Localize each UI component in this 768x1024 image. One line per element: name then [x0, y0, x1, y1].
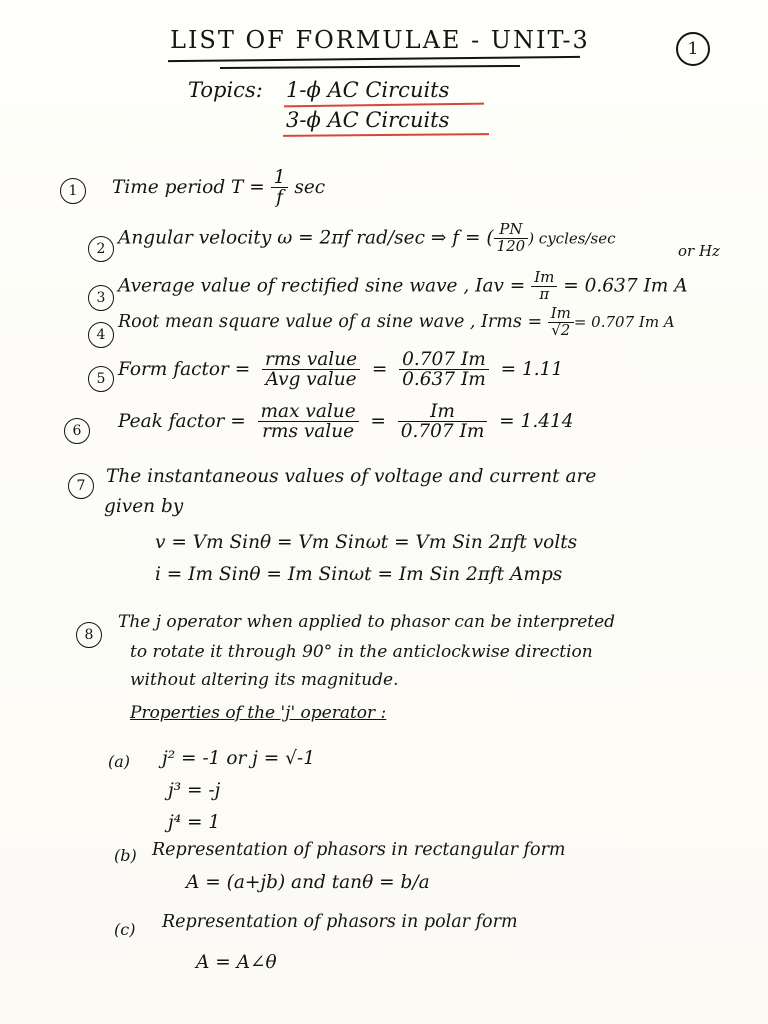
- property-a-label: (a): [108, 752, 131, 771]
- formula-average-value: Average value of rectified sine wave , Iav = $\frac{Im}{\pi}$ = 0.637 Im A: [118, 268, 688, 303]
- topic-1: 1-ϕ AC Circuits: [286, 78, 450, 102]
- j-operator-text: The j operator when applied to phasor can be interpreted: [118, 612, 616, 632]
- item-number: 3: [88, 285, 114, 311]
- property-c-title: Representation of phasors in polar form: [162, 912, 518, 932]
- title-underline: [168, 56, 580, 62]
- item-number: 8: [76, 622, 102, 648]
- property-a-line-2: j³ = -j: [168, 780, 221, 801]
- formula-time-period: Time period T = $\frac{1}{f}$ sec: [112, 167, 326, 209]
- j-operator-text-3: without altering its magnitude.: [130, 670, 399, 690]
- instantaneous-values-text-2: given by: [104, 496, 184, 517]
- property-b-formula: A = (a+jb) and tanθ = b/a: [186, 872, 430, 893]
- topic-2: 3-ϕ AC Circuits: [286, 108, 450, 132]
- item-number: 6: [64, 418, 90, 444]
- topic-2-underline: [283, 133, 489, 137]
- formula-rms-value: Root mean square value of a sine wave , Irms = $\frac{Im}{√2}$ = 0.707 Im A: [118, 304, 675, 339]
- topics-label: Topics:: [188, 78, 263, 102]
- property-b-title: Representation of phasors in rectangular form: [152, 840, 566, 860]
- property-b-label: (b): [114, 846, 137, 865]
- properties-heading: Properties of the 'j' operator :: [130, 703, 387, 723]
- formula-peak-factor: Peak factor = $\frac{\text{max value}}{\text{rms value}}$ = $\frac{Im}{0.707 Im}$ = 1.414: [118, 401, 574, 443]
- j-operator-text-2: to rotate it through 90° in the anticlockwise direction: [130, 642, 593, 662]
- formula-current: i = Im Sinθ = Im Sinωt = Im Sin 2πft Amps: [155, 564, 563, 585]
- page-title: LIST OF FORMULAE - UNIT-3: [170, 26, 590, 54]
- item-number: 5: [88, 366, 114, 392]
- property-a-line-3: j⁴ = 1: [168, 812, 221, 833]
- title-underline-2: [220, 65, 520, 69]
- formula-angular-velocity: Angular velocity ω = 2πf rad/sec ⇒ f = ( $\frac{PN}{120}$ ) cycles/sec: [118, 220, 616, 255]
- property-a-line-1: j² = -1 or j = √-1: [162, 748, 315, 769]
- topic-1-underline: [284, 103, 484, 108]
- property-c-label: (c): [114, 920, 136, 939]
- item-number: 4: [88, 322, 114, 348]
- item-number: 7: [68, 473, 94, 499]
- formula-voltage: v = Vm Sinθ = Vm Sinωt = Vm Sin 2πft volts: [155, 532, 578, 553]
- item-number: 2: [88, 236, 114, 262]
- item-number: 1: [60, 178, 86, 204]
- unit-hz: or Hz: [678, 242, 720, 260]
- property-c-formula: A = A∠θ: [196, 952, 277, 973]
- formula-form-factor: Form factor = $\frac{\text{rms value}}{\text{Avg value}}$ = $\frac{0.707 Im}{0.637 Im}$ = 1.11: [118, 349, 564, 391]
- page-number-badge: 1: [676, 32, 710, 66]
- instantaneous-values-text: The instantaneous values of voltage and current are: [106, 466, 597, 487]
